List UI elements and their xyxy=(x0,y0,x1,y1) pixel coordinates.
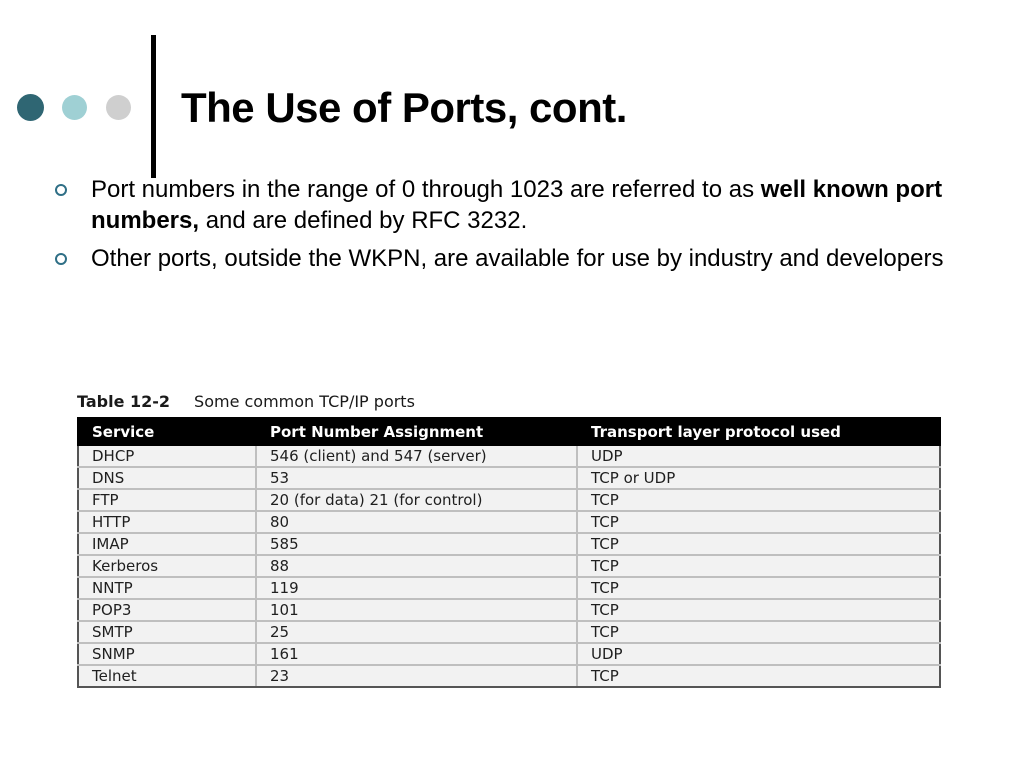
bullet-item xyxy=(52,174,952,236)
port-cell: 546 (client) and 547 (server) xyxy=(256,445,577,467)
ports-table xyxy=(77,417,941,688)
table-header-row xyxy=(78,418,940,445)
table-row xyxy=(78,665,940,687)
service-cell: POP3 xyxy=(78,599,256,621)
port-cell: 101 xyxy=(256,599,577,621)
bullet-text-after: and are defined by RFC 3232. xyxy=(199,207,528,234)
protocol-cell: TCP xyxy=(577,577,940,599)
decor-dot-gray xyxy=(106,95,131,120)
slide-title: The Use of Ports, cont. xyxy=(181,84,627,131)
bullet-ring-icon xyxy=(55,184,67,196)
table-row xyxy=(78,445,940,467)
table-caption xyxy=(77,392,415,412)
bullet-text-before: Port numbers in the range of 0 through 1023 are referred to as xyxy=(91,176,761,203)
port-cell: 88 xyxy=(256,555,577,577)
table-row xyxy=(78,533,940,555)
bullet-item xyxy=(52,243,952,274)
service-cell: DNS xyxy=(78,467,256,489)
table-body xyxy=(78,445,940,687)
table-row xyxy=(78,467,940,489)
port-cell: 53 xyxy=(256,467,577,489)
service-cell: Kerberos xyxy=(78,555,256,577)
table-row xyxy=(78,489,940,511)
decor-dot-dark xyxy=(17,94,44,121)
protocol-cell: UDP xyxy=(577,445,940,467)
service-cell: FTP xyxy=(78,489,256,511)
table-caption-text: Some common TCP/IP ports xyxy=(194,392,415,411)
protocol-cell: TCP xyxy=(577,533,940,555)
protocol-cell: TCP xyxy=(577,599,940,621)
bullet-text: Other ports, outside the WKPN, are available for use by industry and developers xyxy=(91,245,944,272)
table-row xyxy=(78,511,940,533)
column-header-protocol: Transport layer protocol used xyxy=(577,418,940,445)
protocol-cell: TCP xyxy=(577,489,940,511)
protocol-cell: TCP xyxy=(577,555,940,577)
table-row xyxy=(78,599,940,621)
bullet-bold-term: well known port numbers, xyxy=(91,176,943,234)
bullet-list xyxy=(52,174,952,281)
service-cell: NNTP xyxy=(78,577,256,599)
protocol-cell: TCP xyxy=(577,665,940,687)
protocol-cell: TCP or UDP xyxy=(577,467,940,489)
port-cell: 119 xyxy=(256,577,577,599)
port-cell: 23 xyxy=(256,665,577,687)
protocol-cell: TCP xyxy=(577,511,940,533)
table-row xyxy=(78,643,940,665)
table-row xyxy=(78,621,940,643)
service-cell: DHCP xyxy=(78,445,256,467)
port-cell: 25 xyxy=(256,621,577,643)
title-divider xyxy=(151,35,156,178)
port-cell: 80 xyxy=(256,511,577,533)
port-cell: 20 (for data) 21 (for control) xyxy=(256,489,577,511)
service-cell: Telnet xyxy=(78,665,256,687)
port-cell: 161 xyxy=(256,643,577,665)
table-row xyxy=(78,577,940,599)
table-caption-number: Table 12-2 xyxy=(77,392,171,411)
bullet-ring-icon xyxy=(55,253,67,265)
column-header-port: Port Number Assignment xyxy=(256,418,577,445)
column-header-service: Service xyxy=(78,418,256,445)
port-cell: 585 xyxy=(256,533,577,555)
service-cell: SNMP xyxy=(78,643,256,665)
table-row xyxy=(78,555,940,577)
service-cell: HTTP xyxy=(78,511,256,533)
protocol-cell: TCP xyxy=(577,621,940,643)
decor-dot-light xyxy=(62,95,87,120)
service-cell: SMTP xyxy=(78,621,256,643)
protocol-cell: UDP xyxy=(577,643,940,665)
service-cell: IMAP xyxy=(78,533,256,555)
